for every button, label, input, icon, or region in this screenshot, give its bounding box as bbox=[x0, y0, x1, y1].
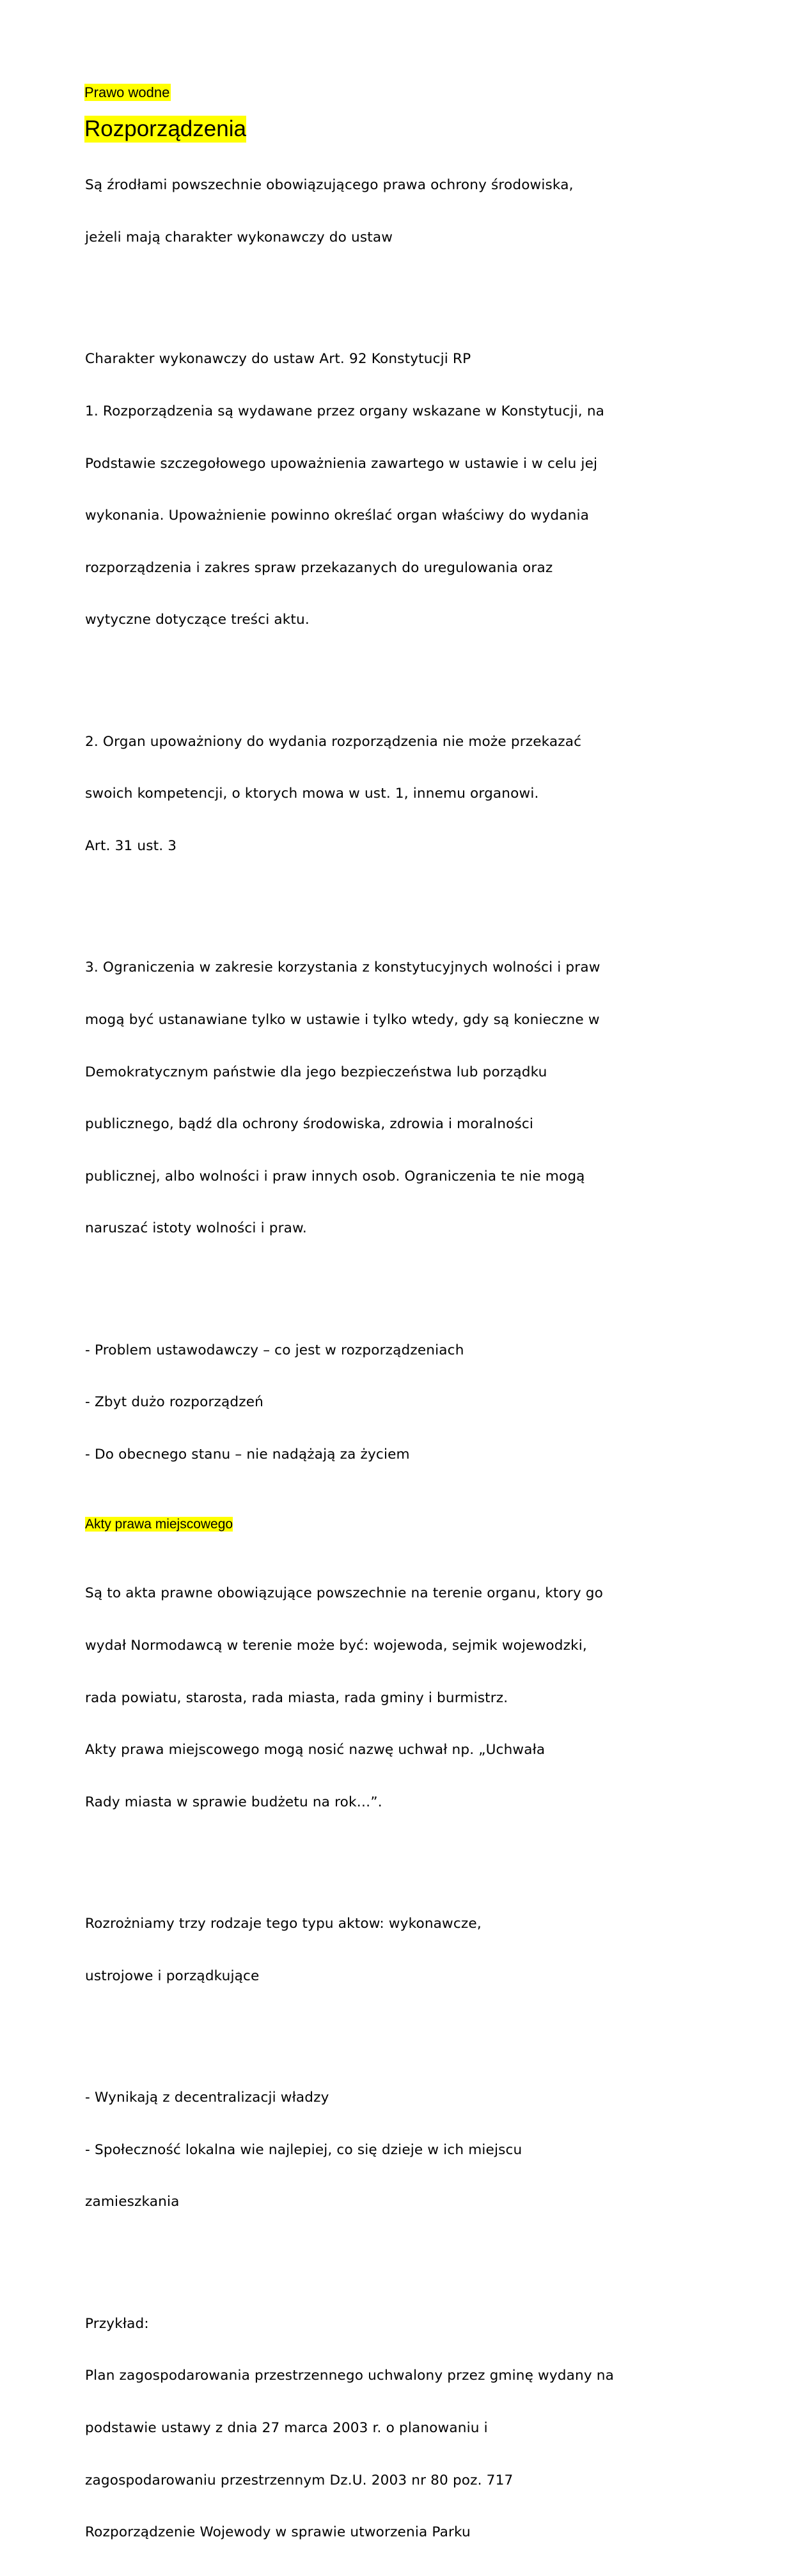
point1-line: wytyczne dotyczące treści aktu. bbox=[85, 612, 310, 628]
section-title-rozporzadzenia bbox=[84, 116, 246, 143]
definition-line: Akty prawa miejscowego mogą nosić nazwę uchwał np. „Uchwała bbox=[85, 1742, 546, 1758]
reason-item: zamieszkania bbox=[85, 2194, 180, 2210]
point3-line: Demokratycznym państwie dla jego bezpieczeństwa lub porządku bbox=[85, 1064, 547, 1080]
local-acts-heading-row bbox=[85, 1516, 614, 1533]
document-header bbox=[84, 84, 171, 101]
example-label: Przykład: bbox=[85, 2315, 149, 2332]
paragraph-gap bbox=[85, 2246, 614, 2263]
paragraph-gap bbox=[85, 1845, 614, 1863]
section-title-text: Rozporządzenia bbox=[84, 116, 246, 141]
problem-item: - Do obecnego stanu – nie nadążają za życiem bbox=[85, 1446, 410, 1463]
problem-item: - Problem ustawodawczy – co jest w rozporządzeniach bbox=[85, 1342, 464, 1358]
point2-line: Art. 31 ust. 3 bbox=[85, 837, 177, 854]
reason-item: - Wynikają z decentralizacji władzy bbox=[85, 2090, 329, 2106]
point3-line: 3. Ograniczenia w zakresie korzystania z konstytucyjnych wolności i praw bbox=[85, 959, 601, 976]
example-line: podstawie ustawy z dnia 27 marca 2003 r. o planowaniu i bbox=[85, 2419, 488, 2436]
intro-line: Są źrodłami powszechnie obowiązującego prawa ochrony środowiska, bbox=[85, 177, 574, 194]
point3-line: mogą być ustanawiane tylko w ustawie i tylko wtedy, gdy są konieczne w bbox=[85, 1011, 600, 1028]
point1-line: Podstawie szczegołowego upoważnienia zawartego w ustawie i w celu jej bbox=[85, 455, 598, 472]
point1-line: rozporządzenia i zakres spraw przekazanych do uregulowania oraz bbox=[85, 559, 553, 576]
types-line: Rozrożniamy trzy rodzaje tego typu aktow: wykonawcze, bbox=[85, 1916, 482, 1932]
reason-item: - Społeczność lokalna wie najlepiej, co się dzieje w ich miejscu bbox=[85, 2141, 522, 2158]
document-body bbox=[85, 142, 614, 2576]
paragraph-gap bbox=[85, 663, 614, 681]
point1-line: 1. Rozporządzenia są wydawane przez organy wskazane w Konstytucji, na bbox=[85, 403, 605, 419]
definition-line: Są to akta prawne obowiązujące powszechnie na terenie organu, ktory go bbox=[85, 1585, 604, 1602]
paragraph-gap bbox=[85, 2019, 614, 2037]
definition-line: wydał Normodawcą w terenie może być: wojewoda, sejmik wojewodzki, bbox=[85, 1638, 587, 1654]
local-acts-heading: Akty prawa miejscowego bbox=[85, 1516, 233, 1532]
paragraph-gap bbox=[85, 890, 614, 907]
point1-line: wykonania. Upoważnienie powinno określać organ właściwy do wydania bbox=[85, 508, 589, 524]
point3-line: publicznego, bądź dla ochrony środowiska, zdrowia i moralności bbox=[85, 1116, 534, 1133]
definition-line: rada powiatu, starosta, rada miasta, rada gminy i burmistrz. bbox=[85, 1689, 508, 1706]
example-line: zagospodarowaniu przestrzennym Dz.U. 2003 nr 80 poz. 717 bbox=[85, 2472, 514, 2488]
definition-line: Rady miasta w sprawie budżetu na rok…”. bbox=[85, 1794, 382, 1810]
point2-line: 2. Organ upoważniony do wydania rozporządzenia nie może przekazać bbox=[85, 733, 582, 750]
header-text: Prawo wodne bbox=[84, 84, 170, 100]
paragraph-gap bbox=[85, 281, 614, 299]
art92-heading: Charakter wykonawczy do ustaw Art. 92 Konstytucji RP bbox=[85, 351, 471, 368]
intro-line: jeżeli mają charakter wykonawczy do ustaw bbox=[85, 229, 393, 245]
point2-line: swoich kompetencji, o ktorych mowa w ust. 1, innemu organowi. bbox=[85, 786, 539, 802]
example-line: Plan zagospodarowania przestrzennego uchwalony przez gminę wydany na bbox=[85, 2368, 615, 2384]
example-line: Rozporządzenie Wojewody w sprawie utworzenia Parku bbox=[85, 2524, 471, 2541]
problem-item: - Zbyt dużo rozporządzeń bbox=[85, 1394, 263, 1411]
types-line: ustrojowe i porządkujące bbox=[85, 1967, 260, 1984]
paragraph-gap bbox=[85, 1272, 614, 1289]
point3-line: publicznej, albo wolności i praw innych osob. Ograniczenia te nie mogą bbox=[85, 1168, 585, 1184]
point3-line: naruszać istoty wolności i praw. bbox=[85, 1220, 307, 1237]
